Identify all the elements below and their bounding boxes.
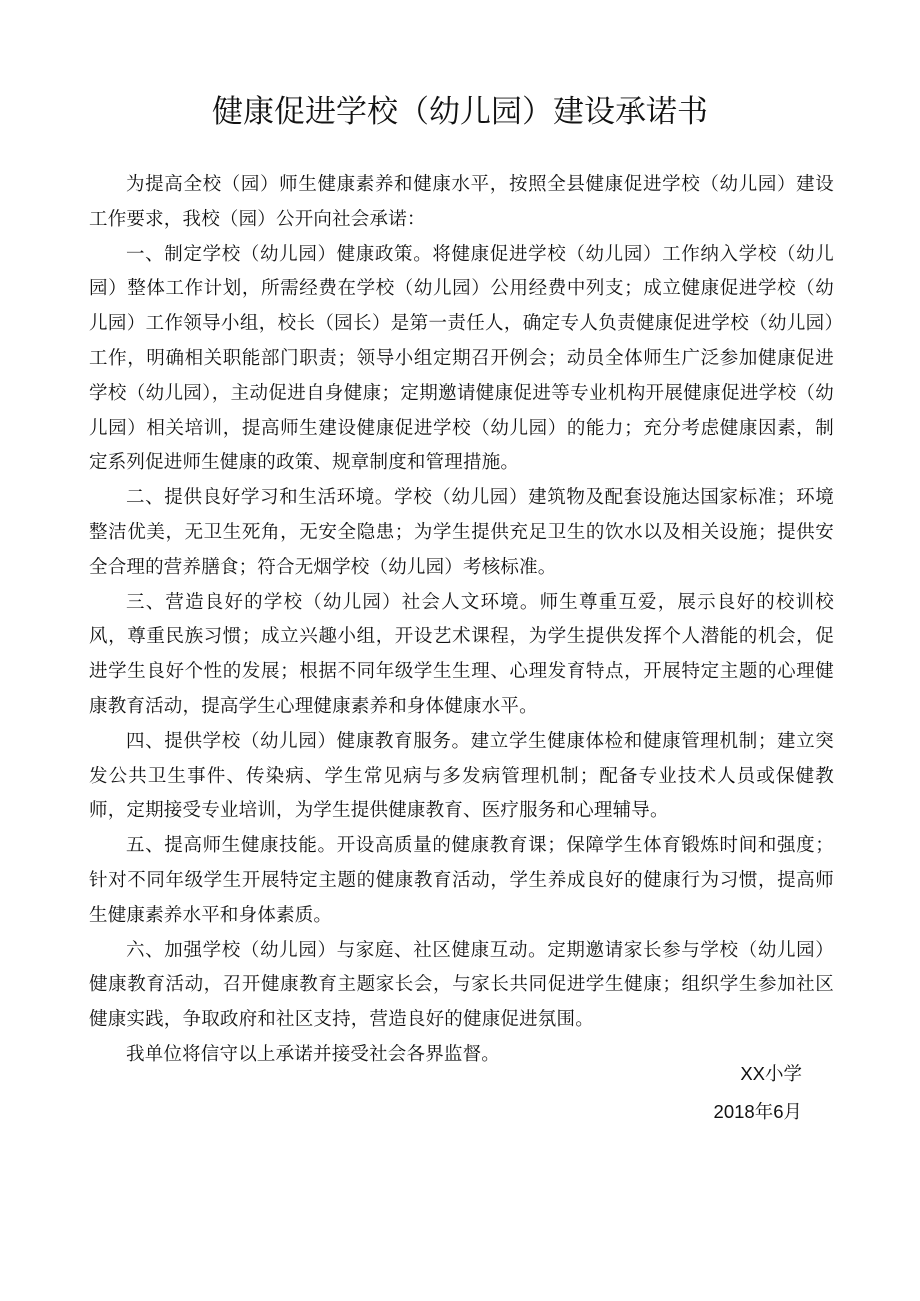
intro-paragraph: 为提高全校（园）师生健康素养和健康水平，按照全县健康促进学校（幼儿园）建设工作要求，我校（园）公开向社会承诺： <box>89 174 834 230</box>
commitment-paragraph-6: 六、加强学校（幼儿园）与家庭、社区健康互动。定期邀请家长参与学校（幼儿园）健康教育活动，召开健康教育主题家长会，与家长共同促进学生健康；组织学生参加社区健康实践，争取政府和社区支持，营造良好的健康促进氛围。 <box>89 939 834 1031</box>
document-title: 健康促进学校（幼儿园）建设承诺书 <box>212 94 708 130</box>
commitment-paragraph-1: 一、制定学校（幼儿园）健康政策。将健康促进学校（幼儿园）工作纳入学校（幼儿园）整体工作计划，所需经费在学校（幼儿园）公用经费中列支；成立健康促进学校（幼儿园）工作领导小组，校长（园长）是第一责任人，确定专人负责健康促进学校（幼儿园）工作，明确相关职能部门职责；领导小组定期召开例会；动员全体师生广泛参加健康促进学校（幼儿园），主动促进自身健康；定期邀请健康促进等专业机构开展健康促进学校（幼儿园）相关培训，提高师生建设健康促进学校（幼儿园）的能力；充分考虑健康因素，制定系列促进师生健康的政策、规章制度和管理措施。 <box>89 243 834 474</box>
commitment-paragraph-3: 三、营造良好的学校（幼儿园）社会人文环境。师生尊重互爱，展示良好的校训校风，尊重民族习惯；成立兴趣小组，开设艺术课程，为学生提供发挥个人潜能的机会，促进学生良好个性的发展；根据不同年级学生生理、心理发育特点，开展特定主题的心理健康教育活动，提高学生心理健康素养和身体健康水平。 <box>89 591 834 717</box>
commitment-paragraph-5: 五、提高师生健康技能。开设高质量的健康教育课；保障学生体育锻炼时间和强度；针对不同年级学生开展特定主题的健康教育活动，学生养成良好的健康行为习惯，提高师生健康素养水平和身体素质。 <box>89 835 834 926</box>
commitment-paragraph-2: 二、提供良好学习和生活环境。学校（幼儿园）建筑物及配套设施达国家标准；环境整洁优美，无卫生死角，无安全隐患；为学生提供充足卫生的饮水以及相关设施；提供安全合理的营养膳食；符合无烟学校（幼儿园）考核标准。 <box>89 487 834 578</box>
document-body <box>89 168 834 1073</box>
signature-organization: XX小学 <box>740 1063 802 1084</box>
commitment-paragraph-4: 四、提供学校（幼儿园）健康教育服务。建立学生健康体检和健康管理机制；建立突发公共卫生事件、传染病、学生常见病与多发病管理机制；配备专业技术人员或保健教师，定期接受专业培训，为学生提供健康教育、医疗服务和心理辅导。 <box>89 730 834 822</box>
signature-date: 2018年6月 <box>713 1101 802 1122</box>
closing-paragraph: 我单位将信守以上承诺并接受社会各界监督。 <box>126 1043 501 1065</box>
